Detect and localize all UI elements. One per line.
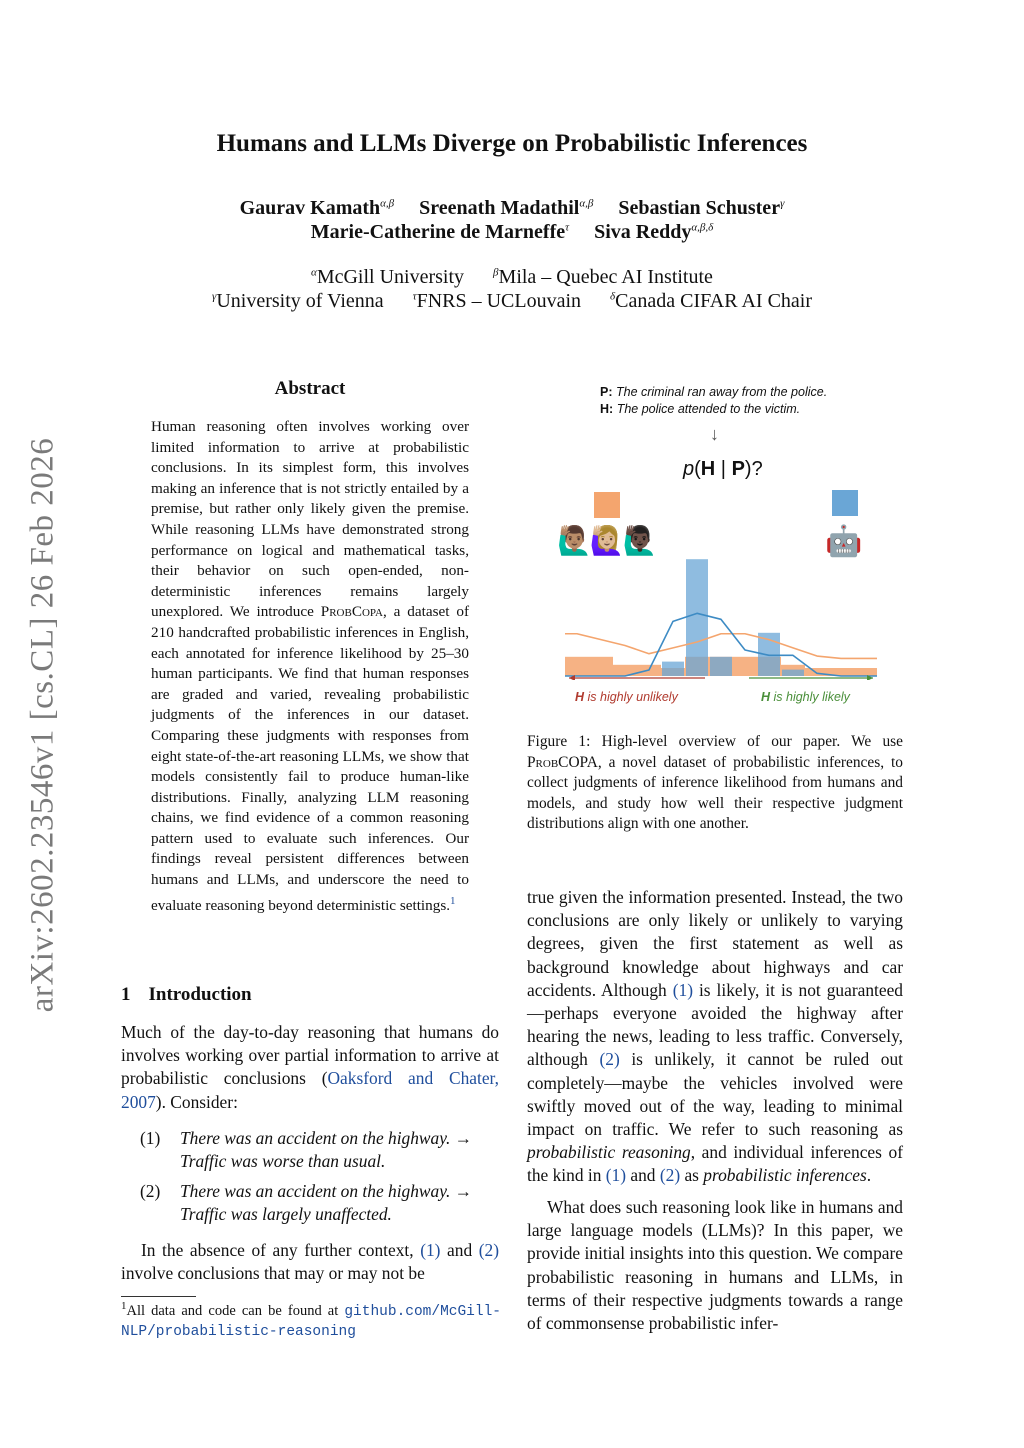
- footnote: $^1$All data and code can be found at github.com/McGill-NLP/probabilistic-reasoning: [121, 1300, 501, 1340]
- arxiv-identifier: arXiv:2602.23546v1 [cs.CL] 26 Feb 2026: [24, 437, 61, 1013]
- label-highly-unlikely: H is highly unlikely: [575, 690, 678, 704]
- example-2: (2) There was an accident on the highway. → Traffic was largely unaffected.: [140, 1181, 473, 1225]
- affiliation: $^\tau$FNRS – UCLouvain: [412, 290, 582, 312]
- figure-hypothesis: H: The police attended to the victim.: [600, 402, 801, 416]
- figure-1: [527, 380, 903, 710]
- abstract-body: Human reasoning often involves working over limited information to arrive at probabilistic conclusions. In its simplest form, this involves making an inference that is not strictly entailed by a premise, but rather only likely given the premise. While reasoning LLMs have demonstrated strong performance on logical and mathematical tasks, their behavior on such open-ended, non-deterministic inferences remains largely unexplored. We introduce ProbCopa, a dataset of 210 handcrafted probabilistic inferences in English, each annotated for inference likelihood by 25–30 human participants. We find that human responses are graded and varied, revealing probabilistic judgments of the inferences in our dataset. Comparing these judgments with responses from eight state-of-the-art reasoning LLMs, we show that models consistently fail to produce human-like distributions. Finally, analyzing LLM reasoning chains, we find evidence of a common reasoning pattern used to evaluate such inferences. Our findings reveal persistent differences between humans and LLMs, and underscore the need to evaluate reasoning beyond deterministic settings.$^1$: [151, 418, 469, 914]
- affiliation-line-1: [0, 266, 1024, 289]
- affiliation: $^\beta$Mila – Quebec AI Institute: [493, 266, 713, 288]
- author: Sreenath Madathil$^{\alpha,\beta}$: [419, 197, 594, 219]
- affiliation: $^\delta$Canada CIFAR AI Chair: [610, 290, 812, 312]
- human-bar: [853, 668, 877, 676]
- citation-link[interactable]: Oaksford and Chater, 2007: [121, 1068, 499, 1112]
- down-arrow-icon: ↓: [710, 424, 719, 444]
- example-ref[interactable]: (2): [659, 1165, 681, 1186]
- human-bar: [589, 657, 613, 676]
- human-bar: [565, 657, 589, 676]
- github-link[interactable]: github.com/McGill-NLP/probabilistic-reasoning: [121, 1303, 501, 1340]
- model-bar: [710, 657, 732, 676]
- label-highly-likely: H is highly likely: [761, 690, 850, 704]
- human-density-curve: [565, 634, 877, 659]
- author: Gaurav Kamath$^{\alpha,\beta}$: [239, 197, 395, 219]
- example-ref[interactable]: (2): [478, 1240, 499, 1260]
- affiliation-line-2: [0, 290, 1024, 313]
- intro-paragraph-2: In the absence of any further context, (1) and (2) involve conclusions that may or may not be: [121, 1240, 499, 1284]
- author-line-2: [0, 221, 1024, 244]
- affiliation: $^\alpha$McGill University: [311, 266, 465, 288]
- figure-query: p(H | P)?: [683, 458, 763, 480]
- arxiv-sidebar: [12, 420, 74, 1030]
- example-ref[interactable]: (1): [605, 1165, 627, 1186]
- example-1: (1) There was an accident on the highway. → Traffic was worse than usual.: [140, 1128, 473, 1172]
- robot-emoji: 🤖: [825, 525, 863, 558]
- figure-premise: P: The criminal ran away from the police.: [600, 385, 828, 399]
- affiliation: $^\gamma$University of Vienna: [212, 290, 384, 312]
- dataset-name: ProbCOPA: [527, 753, 598, 771]
- human-bar: [733, 657, 757, 676]
- footnote-mark[interactable]: 1: [450, 894, 456, 907]
- author-line-1: [0, 197, 1024, 220]
- model-bar: [662, 662, 684, 676]
- example-ref[interactable]: (1): [672, 979, 693, 1000]
- dataset-name: ProbCopa: [320, 603, 383, 621]
- distribution-chart: [565, 510, 877, 680]
- abstract-heading: Abstract: [274, 378, 346, 399]
- humans-emoji: 🙋🏽‍♂️🙋🏼‍♀️🙋🏿‍♂️: [557, 526, 656, 557]
- section-heading-introduction: 1 Introduction: [121, 984, 252, 1005]
- right-paragraph-2: What does such reasoning look like in humans and large language models (LLMs)? In this paper, we provide initial insights into this question. We compare probabilistic reasoning in humans and LLMs, in terms of their respective judgments towards a range of commonsense probabilistic infer-: [527, 1197, 903, 1334]
- model-bar: [782, 670, 804, 676]
- author: Sebastian Schuster$^\gamma$: [618, 197, 785, 219]
- author: Siva Reddy$^{\alpha,\beta,\delta}$: [594, 221, 714, 243]
- paper-title: Humans and LLMs Diverge on Probabilistic Inferences: [216, 130, 808, 157]
- example-ref[interactable]: (2): [599, 1049, 620, 1070]
- right-paragraph-1: true given the information presented. Instead, the two conclusions are only likely or unlikely to varying degrees, given the first statement as well as background knowledge about highways and car accidents. Although (1) is likely, it is not guaranteed—perhaps everyone avoided the highway after hearing the news, leading to less traffic. Conversely, although (2) is unlikely, it cannot be ruled out completely—maybe the vehicles involved were swiftly moved out of the way, leading to minimal impact on traffic. We refer to such reasoning as probabilistic reasoning, and individual inferences of the kind in (1) and (2) as probabilistic inferences.: [527, 887, 903, 1186]
- example-ref[interactable]: (1): [420, 1240, 441, 1260]
- model-bar: [686, 559, 708, 676]
- author: Marie-Catherine de Marneffe$^\tau$: [310, 221, 570, 243]
- intro-paragraph-1: Much of the day-to-day reasoning that humans do involves working over partial information to arrive at probabilistic conclusions (Oaksford and Chater, 2007). Consider:: [121, 1022, 499, 1112]
- figure-caption: Figure 1: High-level overview of our paper. We use ProbCOPA, a novel dataset of probabilistic inferences, to collect judgments of inference likelihood from humans and models, and study how well their respective judgment distributions align with one another.: [527, 733, 903, 833]
